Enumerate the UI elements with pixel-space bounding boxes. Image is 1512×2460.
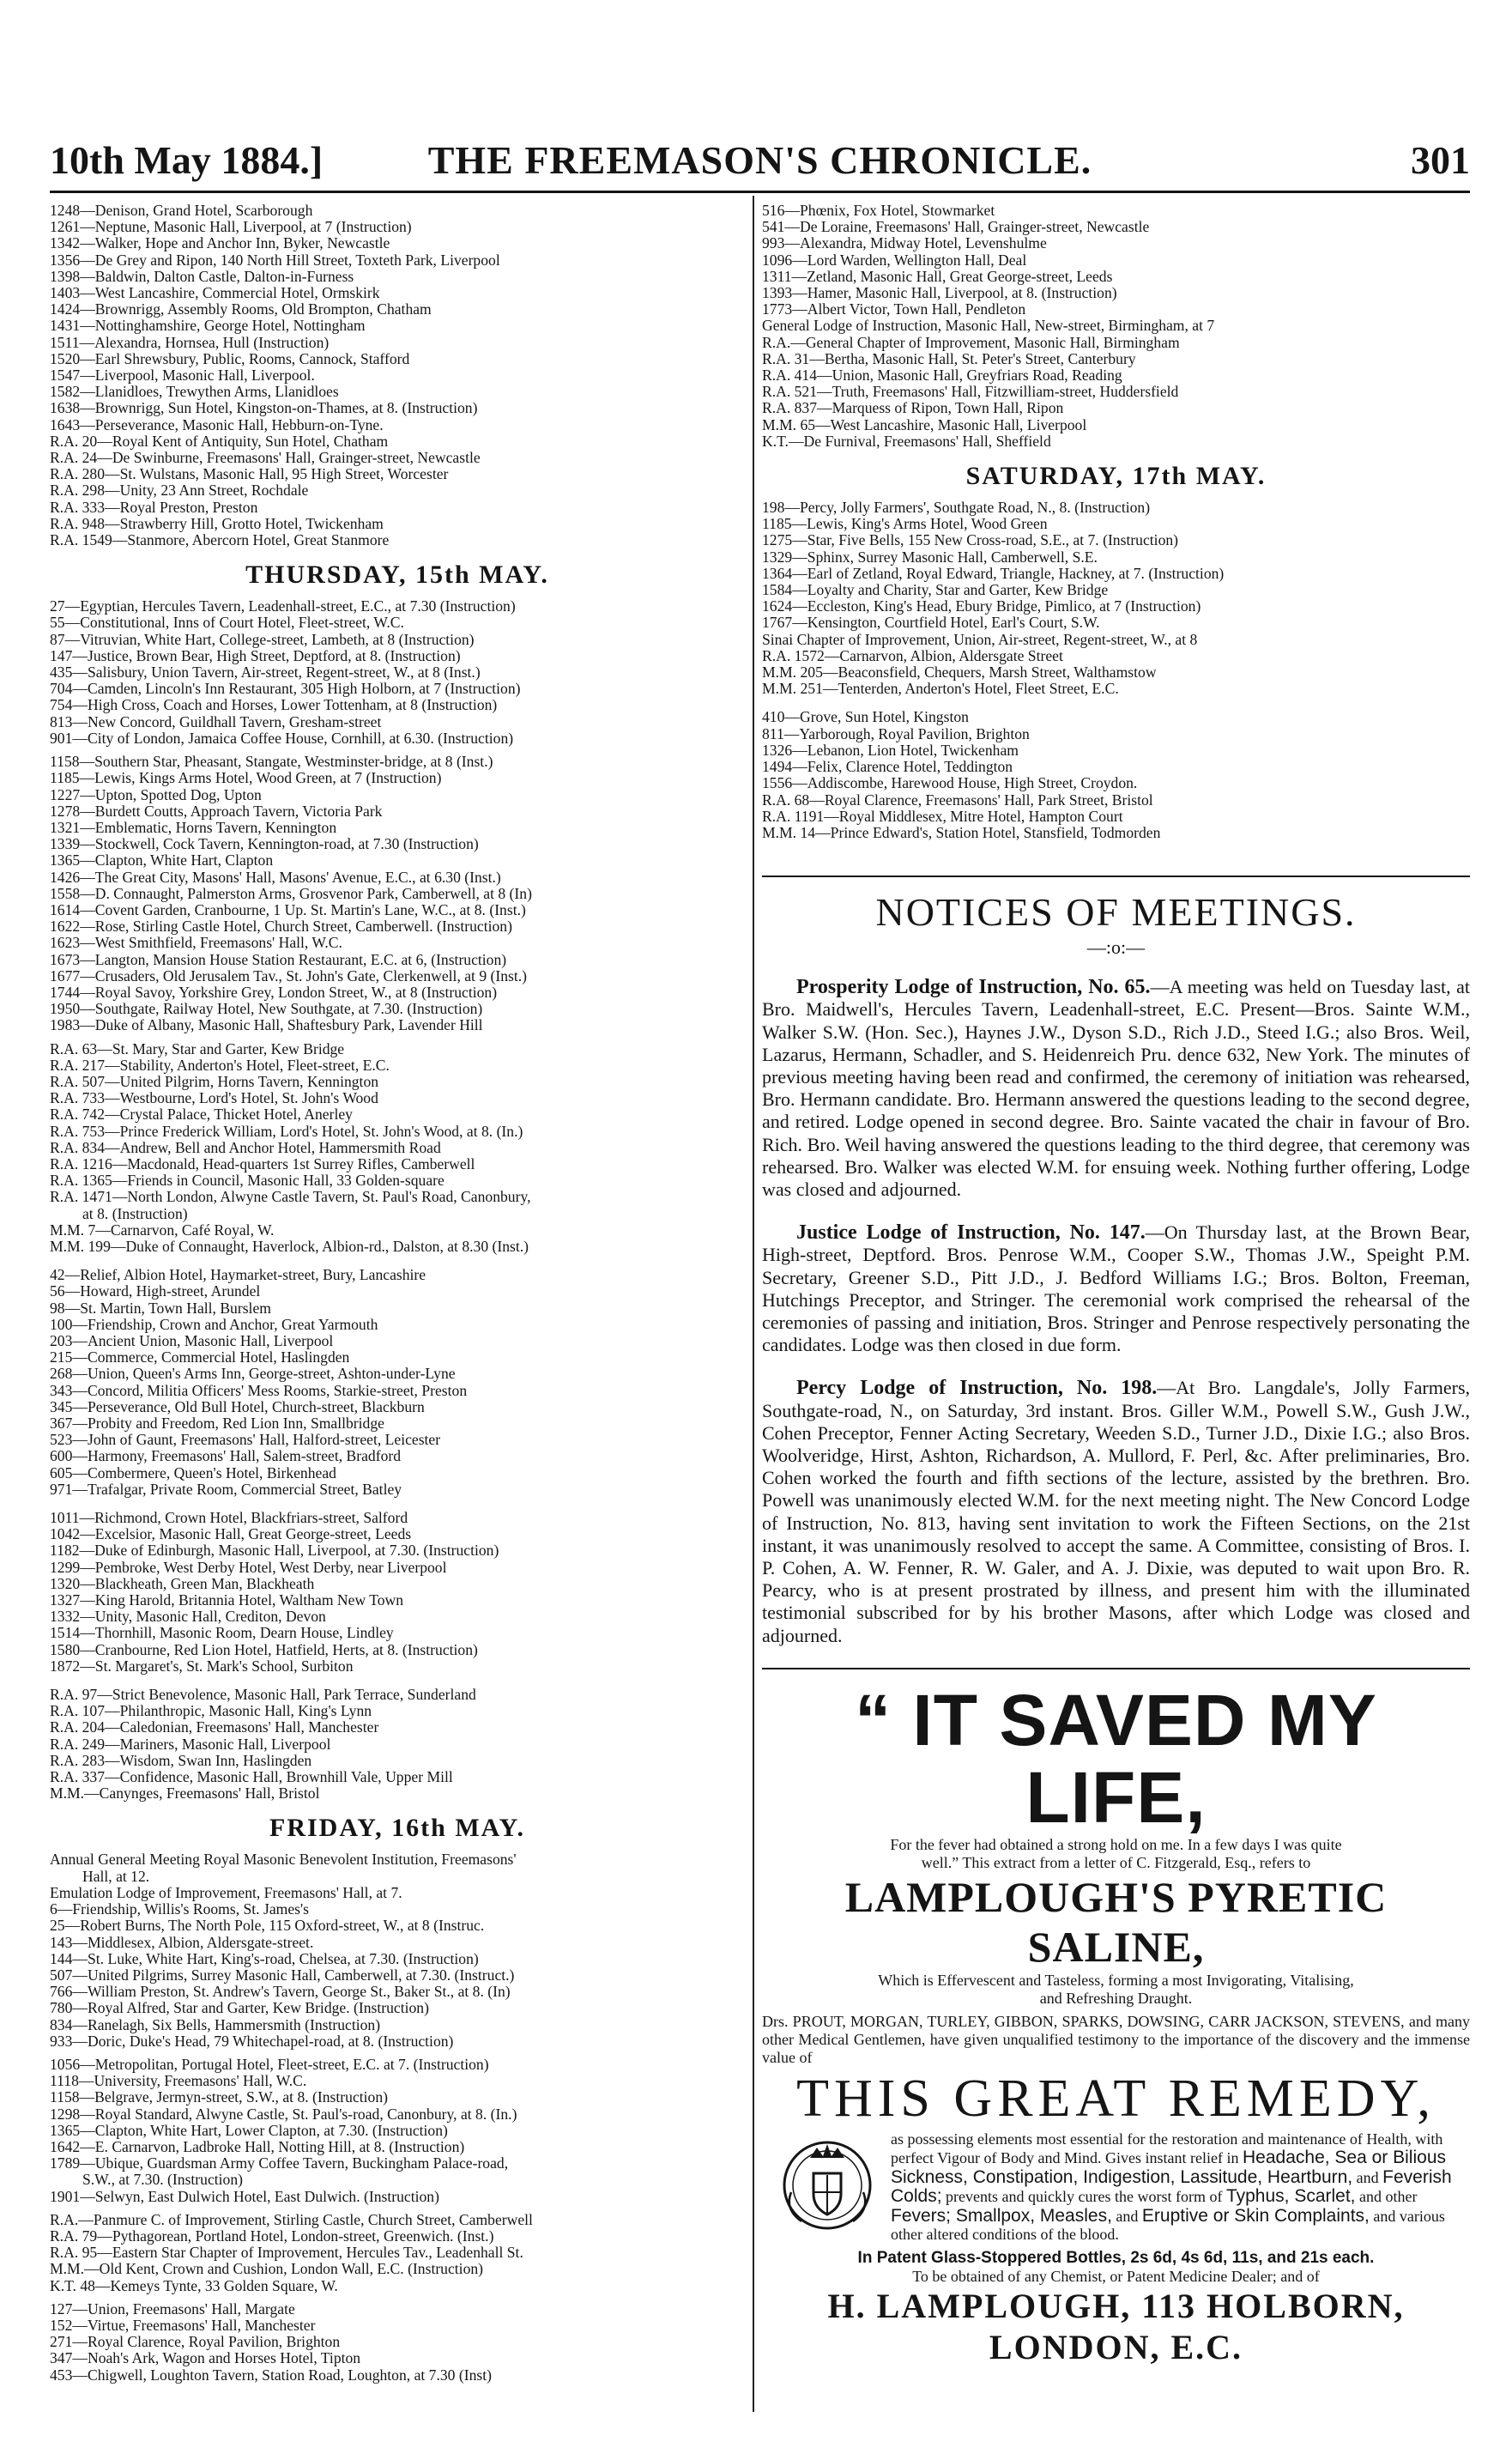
report-heading: Prosperity Lodge of Instruction, No. 65. [796,976,1151,999]
listing-entry: R.A. 24—De Swinburne, Freemasons' Hall, Grainger-street, Newcastle [50,450,481,467]
page-header [50,137,1470,185]
listing-entry: R.A.—General Chapter of Improvement, Masonic Hall, Birmingham [762,334,1180,351]
listing-entry: 541—De Loraine, Freemasons' Hall, Grainger-street, Newcastle [762,219,1150,236]
listing-entry: 1767—Kensington, Courtfield Hotel, Earl's Court, S.W. [762,615,1100,632]
listing-entry: 1320—Blackheath, Green Man, Blackheath [50,1575,315,1592]
listing-entry: 993—Alexandra, Midway Hotel, Levenshulme [762,235,1047,252]
listing-entry: K.T.—De Furnival, Freemasons' Hall, Sheffield [762,433,1051,450]
listing-entry: 1311—Zetland, Masonic Hall, Great George-street, Leeds [762,268,1113,285]
listing-entry: M.M. 251—Tenterden, Anderton's Hotel, Fleet Street, E.C. [762,681,1119,698]
listing-entry: 1042—Excelsior, Masonic Hall, Great George-street, Leeds [50,1526,412,1543]
listing-entry: 1118—University, Freemasons' Hall, W.C. [50,2073,307,2090]
listing-entry: R.A. 280—St. Wulstans, Masonic Hall, 95 High Street, Worcester [50,466,449,483]
listing-entry: K.T. 48—Kemeys Tynte, 33 Golden Square, W. [50,2277,338,2294]
listing-entry: 6—Friendship, Willis's Rooms, St. James's [50,1901,309,1918]
ad-body-emphasis: Headache, Sea or Bilious Sickness, Constipation, Indigestion, Lassitude, Heartburn, [891,2148,1446,2187]
listing-entry: Emulation Lodge of Improvement, Freemasons' Hall, at 7. [50,1884,402,1901]
listing-entry: 704—Camden, Lincoln's Inn Restaurant, 305 High Holborn, at 7 (Instruction) [50,681,521,698]
friday-list-3 [50,2212,745,2294]
thursday-list-3 [50,1041,745,1256]
column-divider [753,196,754,2412]
listing-entry: 1321—Emblematic, Horns Tavern, Kennington [50,819,337,836]
listing-entry: General Lodge of Instruction, Masonic Hall, New-street, Birmingham, at 7 [762,318,1215,335]
listing-entry: 766—William Preston, St. Andrew's Tavern, George St., Baker St., at 8. (In) [50,1984,511,2001]
listing-entry: R.A. 217—Stability, Anderton's Hotel, Fleet-street, E.C. [50,1057,390,1074]
listing-entry: 56—Howard, High-street, Arundel [50,1283,261,1300]
ad-body-emphasis: Fevers; Smallpox, Measles, [891,2205,1112,2226]
report-heading: Justice Lodge of Instruction, No. 147. [796,1221,1146,1245]
listing-entry: 127—Union, Freemasons' Hall, Margate [50,2300,295,2318]
thursday-list-5 [50,1510,745,1675]
listing-entry: 100—Friendship, Crown and Anchor, Great Yarmouth [50,1316,378,1333]
listing-entry: 780—Royal Alfred, Star and Garter, Kew Bridge. (Instruction) [50,2000,429,2017]
listing-entry: Annual General Meeting Royal Masonic Benevolent Institution, Freemasons' [50,1851,517,1869]
listing-entry: 435—Salisbury, Union Tavern, Air-street, Regent-street, W., at 8 (Inst.) [50,664,481,682]
ad-body-emphasis: Eruptive or Skin Complaints, [1141,2205,1370,2226]
wednesday-continued-list [50,203,745,548]
listing-entry: 147—Justice, Brown Bear, High Street, Deptford, at 8. (Instruction) [50,647,461,664]
listing-entry: R.A. 753—Prince Frederick William, Lord's Hotel, St. John's Wood, at 8. (In.) [50,1123,523,1140]
saturday-list-1 [762,500,1470,697]
listing-entry: 1623—West Smithfield, Freemasons' Hall, W.C. [50,935,342,952]
listing-entry: M.M. 7—Carnarvon, Café Royal, W. [50,1221,275,1239]
listing-entry: 1398—Baldwin, Dalton Castle, Dalton-in-Furness [50,268,354,285]
listing-entry: 507—United Pilgrims, Surrey Masonic Hall, Camberwell, at 7.30. (Instruct.) [50,1966,515,1984]
listing-entry: 1329—Sphinx, Surrey Masonic Hall, Camberwell, S.E. [762,548,1098,566]
listing-entry: 1056—Metropolitan, Portugal Hotel, Fleet-street, E.C. at 7. (Instruction) [50,2056,489,2073]
listing-entry: 1773—Albert Victor, Town Hall, Pendleton [762,301,1026,318]
listing-entry: Hall, at 12. [82,1868,150,1885]
listing-entry: 1789—Ubique, Guardsman Army Coffee Tavern, Buckingham Palace-road, [50,2155,509,2172]
listing-entry: 523—John of Gaunt, Freemasons' Hall, Halford-street, Leicester [50,1432,441,1449]
listing-entry: M.M.—Canynges, Freemasons' Hall, Bristol [50,1785,320,1803]
listing-entry: 410—Grove, Sun Hotel, Kingston [762,709,969,726]
listing-entry: 1673—Langton, Mansion House Station Restaurant, E.C. at 6, (Instruction) [50,951,507,968]
listing-entry: 1558—D. Connaught, Palmerston Arms, Grosvenor Park, Camberwell, at 8 (In) [50,885,532,902]
saturday-list-2 [762,709,1470,841]
listing-entry: 271—Royal Clarence, Royal Pavilion, Brighton [50,2334,341,2351]
listing-entry: R.A. 834—Andrew, Bell and Anchor Hotel, Hammersmith Road [50,1139,441,1156]
notices-separator: —:o:— [1086,936,1146,959]
saturday-heading: SATURDAY, 17th MAY. [965,462,1267,491]
listing-entry: 152—Virtue, Freemasons' Hall, Manchester [50,2317,316,2334]
ad-brand-name: LAMPLOUGH'S PYRETIC SALINE, [844,1872,1388,1971]
listing-entry: 453—Chigwell, Loughton Tavern, Station Road, Loughton, at 7.30 (Inst) [50,2366,492,2384]
listing-entry: 42—Relief, Albion Hotel, Haymarket-street, Bury, Lancashire [50,1267,426,1284]
listing-entry: 1514—Thornhill, Masonic Room, Dearn House, Lindley [50,1625,394,1642]
listing-entry: 1261—Neptune, Masonic Hall, Liverpool, at 7 (Instruction) [50,219,412,236]
report-heading: Percy Lodge of Instruction, No. 198. [796,1377,1158,1400]
listing-entry: 1299—Pembroke, West Derby Hotel, West Derby, near Liverpool [50,1559,447,1576]
listing-entry: 343—Concord, Militia Officers' Mess Rooms, Starkie-street, Preston [50,1382,468,1399]
listing-entry: R.A. 249—Mariners, Masonic Hall, Liverpool [50,1736,331,1753]
listing-entry: R.A. 95—Eastern Star Chapter of Improvement, Hercules Tav., Leadenhall St. [50,2245,523,2262]
listing-entry: 1580—Cranbourne, Red Lion Hotel, Hatfield, Herts, at 8. (Instruction) [50,1641,478,1658]
listing-entry: R.A. 283—Wisdom, Swan Inn, Haslingden [50,1752,312,1769]
ad-body-emphasis: Typhus, Scarlet, [1225,2186,1356,2207]
ad-intro-line-1: For the fever had obtained a strong hold on me. In a few days I was quite [890,1835,1342,1853]
left-column [50,203,745,2384]
listing-entry: 143—Middlesex, Albion, Aldersgate-street. [50,1934,314,1951]
listing-entry: 25—Robert Burns, The North Pole, 115 Oxford-street, W., at 8 (Instruc. [50,1918,485,1935]
listing-entry: R.A. 97—Strict Benevolence, Masonic Hall, Park Terrace, Sunderland [50,1687,476,1704]
listing-entry: 1424—Brownrigg, Assembly Rooms, Old Brompton, Chatham [50,301,432,318]
listing-entry: 813—New Concord, Guildhall Tavern, Gresham-street [50,713,382,730]
right-column [762,203,1470,2368]
ad-description-line-2: and Refreshing Draught. [1039,1989,1193,2007]
ad-bottle-prices: In Patent Glass-Stoppered Bottles, 2s 6d, 4s 6d, 11s, and 21s each. [857,2248,1375,2267]
listing-entry: 1547—Liverpool, Masonic Hall, Liverpool. [50,367,315,385]
lamplough-advertisement [762,1668,1470,2368]
listing-entry: R.A.—Panmure C. of Improvement, Stirling Castle, Church Street, Camberwell [50,2211,533,2228]
listing-entry: R.A. 68—Royal Clarence, Freemasons' Hall, Park Street, Bristol [762,791,1153,809]
listing-entry: 1365—Clapton, White Hart, Clapton [50,852,274,869]
listing-entry: 268—Union, Queen's Arms Inn, George-street, Ashton-under-Lyne [50,1366,456,1383]
listing-entry: 1298—Royal Standard, Alwyne Castle, St. Paul's-road, Canonbury, at 8. (In.) [50,2106,517,2123]
listing-entry: 1950—Southgate, Railway Hotel, New Southgate, at 7.30. (Instruction) [50,1001,483,1018]
header-date: 10th May 1884.] [50,138,324,182]
ad-body-part: and other [1355,2188,1418,2206]
listing-entry: R.A. 337—Confidence, Masonic Hall, Brownhill Vale, Upper Mill [50,1769,453,1786]
listing-entry: 1556—Addiscombe, Harewood House, High Street, Croydon. [762,775,1138,792]
listing-entry: 1356—De Grey and Ripon, 140 North Hill Street, Toxteth Park, Liverpool [50,251,500,269]
ad-body-emphasis: Feverish Colds; [891,2166,1452,2207]
listing-entry: 203—Ancient Union, Masonic Hall, Liverpool [50,1333,334,1349]
listing-entry: 1011—Richmond, Crown Hotel, Blackfriars-street, Salford [50,1510,408,1527]
friday-list-2 [50,2057,745,2205]
listing-entry: 367—Probity and Freedom, Red Lion Inn, Smallbridge [50,1415,384,1433]
thursday-list-4 [50,1267,745,1498]
header-page-number: 301 [1411,138,1470,182]
ad-address: H. LAMPLOUGH, 113 HOLBORN, LONDON, E.C. [827,2286,1405,2366]
listing-entry: 971—Trafalgar, Private Room, Commercial Street, Batley [50,1481,402,1498]
listing-entry: 1393—Hamer, Masonic Hall, Liverpool, at 8. (Instruction) [762,285,1117,302]
listing-entry: R.A. 298—Unity, 23 Ann Street, Rochdale [50,482,309,500]
listing-entry: 901—City of London, Jamaica Coffee House, Cornhill, at 6.30. (Instruction) [50,730,514,747]
listing-entry: S.W., at 7.30. (Instruction) [82,2172,243,2189]
listing-entry: 605—Combermere, Queen's Hotel, Birkenhead [50,1464,336,1481]
listing-entry: R.A. 948—Strawberry Hill, Grotto Hotel, Twickenham [50,515,384,532]
listing-entry: Sinai Chapter of Improvement, Union, Air-street, Regent-street, W., at 8 [762,631,1198,648]
listing-entry: R.A. 742—Crystal Palace, Thicket Hotel, Anerley [50,1106,353,1124]
listing-entry: 1403—West Lancashire, Commercial Hotel, Ormskirk [50,285,380,302]
listing-entry: 1872—St. Margaret's, St. Mark's School, Surbiton [50,1657,354,1675]
friday-heading: FRIDAY, 16th MAY. [269,1814,525,1843]
listing-entry: R.A. 107—Philanthropic, Masonic Hall, King's Lynn [50,1703,372,1720]
listing-entry: 1227—Upton, Spotted Dog, Upton [50,786,262,803]
listing-entry: 1431—Nottinghamshire, George Hotel, Nottingham [50,318,366,335]
royal-seal-icon [776,2132,879,2235]
listing-entry: 1342—Walker, Hope and Anchor Inn, Byker, Newcastle [50,235,390,252]
listing-entry: 55—Constitutional, Inns of Court Hotel, Fleet-street, W.C. [50,615,404,632]
listing-entry: R.A. 20—Royal Kent of Antiquity, Sun Hotel, Chatham [50,433,389,450]
notices-title: NOTICES OF MEETINGS. [875,890,1357,935]
listing-entry: 834—Ranelagh, Six Bells, Hammersmith (Instruction) [50,2016,381,2033]
listing-entry: 811—Yarborough, Royal Pavilion, Brighton [762,725,1030,742]
listing-entry: 1511—Alexandra, Hornsea, Hull (Instruction) [50,334,330,351]
listing-entry: 27—Egyptian, Hercules Tavern, Leadenhall-street, E.C., at 7.30 (Instruction) [50,598,516,615]
listing-entry: 144—St. Luke, White Hart, King's-road, Chelsea, at 7.30. (Instruction) [50,1950,479,1967]
listing-entry: M.M.—Old Kent, Crown and Cushion, London Wall, E.C. (Instruction) [50,2261,484,2278]
listing-entry: R.A. 1471—North London, Alwyne Castle Tavern, St. Paul's Road, Canonbury, [50,1189,531,1206]
listing-entry: 754—High Cross, Coach and Horses, Lower Tottenham, at 8 (Instruction) [50,697,498,714]
header-title: THE FREEMASON'S CHRONICLE. [427,138,1092,182]
ad-body-part: as possessing elements most essential for the restoration and maintenance of Health, with perfect Vigour of Body and Mind. Gives instant relief in [891,2130,1443,2167]
listing-entry: 1624—Eccleston, King's Head, Ebury Bridge, Pimlico, at 7 (Instruction) [762,598,1201,615]
listing-entry: 1983—Duke of Albany, Masonic Hall, Shaftesbury Park, Lavender Hill [50,1017,483,1034]
listing-entry: R.A. 63—St. Mary, Star and Garter, Kew Bridge [50,1040,345,1057]
listing-entry: 1744—Royal Savoy, Yorkshire Grey, London Street, W., at 8 (Instruction) [50,984,498,1001]
ad-body-part: and [1111,2207,1142,2225]
listing-entry: 1182—Duke of Edinburgh, Masonic Hall, Liverpool, at 7.30. (Instruction) [50,1542,499,1560]
ad-body-part: prevents and quickly cures the worst form of [941,2188,1226,2206]
listing-entry: R.A. 733—Westbourne, Lord's Hotel, St. John's Wood [50,1090,378,1107]
listing-entry: 1096—Lord Warden, Wellington Hall, Deal [762,251,1027,269]
listing-entry: 1326—Lebanon, Lion Hotel, Twickenham [762,742,1019,759]
listing-entry: 215—Commerce, Commercial Hotel, Haslingden [50,1349,350,1366]
ad-doctors-testimony: Drs. PROUT, MORGAN, TURLEY, GIBBON, SPARKS, DOWSING, CARR JACKSON, STEVENS, and many other Medical Gentlemen, have given unqualified testimony to the importance of the discovery and the immense value of [762,2012,1470,2066]
friday-continued-list [762,203,1470,450]
listing-entry: 345—Perseverance, Old Bull Hotel, Church-street, Blackburn [50,1398,425,1415]
listing-entry: R.A. 507—United Pilgrim, Horns Tavern, Kennington [50,1073,379,1090]
notices-top-rule [762,876,1470,877]
listing-entry: 1158—Southern Star, Pheasant, Stangate, Westminster-bridge, at 8 (Inst.) [50,754,493,771]
thursday-heading: THURSDAY, 15th MAY. [245,560,549,590]
report-body: —A meeting was held on Tuesday last, at Bro. Maidwell's, Hercules Tavern, Leadenhall-street, E.C. Present—Bros. Sainte W.M., Walker S.W. (Hon. Sec.), Haynes J.W., Dyson S.D., Rich J.D., Steed I.G.; also Bros. Weil, Lazarus, Hermann, Schadler, and S. Heidenreich Pru. dence 632, New York. The minutes of previous meeting having been read and confirmed, the ceremony of initiation was rehearsed, Bro. Hermann candidate. Bro. Hermann answered the questions leading to the second degree, and retired. Lodge opened in second degree. Bro. Sainte vacated the chair in favour of Bro. Rich. Bro. Weil having answered the questions leading to the third degree, that ceremony was rehearsed. Bro. Walker was elected W.M. for ensuing week. Nothing further offering, Lodge was closed and adjourned. [762,976,1470,1200]
listing-entry: 347—Noah's Ark, Wagon and Horses Hotel, Tipton [50,2350,361,2367]
listing-entry: M.M. 65—West Lancashire, Masonic Hall, Liverpool [762,416,1087,433]
listing-entry: 1643—Perseverance, Masonic Hall, Hebburn-on-Tyne. [50,416,384,433]
listing-entry: 1185—Lewis, King's Arms Hotel, Wood Green [762,516,1048,533]
listing-entry: 1901—Selwyn, East Dulwich Hotel, East Dulwich. (Instruction) [50,2188,439,2205]
ad-body-part: and [1352,2168,1383,2186]
listing-entry: 1332—Unity, Masonic Hall, Crediton, Devon [50,1609,326,1626]
listing-entry: R.A. 1365—Friends in Council, Masonic Hall, 33 Golden-square [50,1172,445,1190]
ad-description-line-1: Which is Effervescent and Tasteless, forming a most Invigorating, Vitalising, [878,1971,1354,1989]
listing-entry: 1642—E. Carnarvon, Ladbroke Hall, Notting Hill, at 8. (Instruction) [50,2138,465,2155]
listing-entry: 1638—Brownrigg, Sun Hotel, Kingston-on-Thames, at 8. (Instruction) [50,400,478,417]
report-justice-lodge [762,1221,1470,1356]
listing-entry: R.A. 79—Pythagorean, Portland Hotel, London-street, Greenwich. (Inst.) [50,2227,494,2245]
listing-entry: at 8. (Instruction) [82,1205,188,1222]
report-body: —At Bro. Langdale's, Jolly Farmers, Southgate-road, N., on Saturday, 3rd instant. Bros. Giller W.M., Powell S.W., Gush J.W., Cohen Preceptor, Fenner Acting Secretary, Weeden S.D., Turner J.D., Dixie I.G.; also Bros. Woolveridge, Hirst, Ashton, Richardson, A. Mullord, F. Perl, &c. After preliminaries, Bro. Cohen worked the fourth and fifth sections of the lecture, assisted by the brethren. Bro. Powell was unanimously elected W.M. for the next meeting night. The New Concord Lodge of Instruction, No. 813, having sent invitation to work the Fifteen Sections, on the 21st instant, it was unanimously resolved to accept the same. A Committee, consisting of Bros. I. P. Cohen, A. W. Fenner, R. W. Galer, and A. J. Dixie, was deputed to wait upon Bro. R. Pearcy, who is at present prostrated by illness, and present him with the illuminated testimonial subscribed for by his brother Masons, after which Lodge was closed and adjourned. [762,1377,1471,1646]
listing-entry: 933—Doric, Duke's Head, 79 Whitechapel-road, at 8. (Instruction) [50,2033,454,2050]
listing-entry: 1582—Llanidloes, Trewythen Arms, Llanidloes [50,384,339,401]
listing-entry: M.M. 205—Beaconsfield, Chequers, Marsh Street, Walthamstow [762,664,1157,682]
listing-entry: 600—Harmony, Freemasons' Hall, Salem-street, Bradford [50,1448,402,1465]
listing-entry: R.A. 31—Bertha, Masonic Hall, St. Peter's Street, Canterbury [762,350,1136,367]
listing-entry: R.A. 1572—Carnarvon, Albion, Aldersgate Street [762,647,1063,664]
report-percy-lodge [762,1377,1470,1646]
friday-list-4 [50,2301,745,2384]
ad-body-text [891,2130,1470,2245]
ad-body-part: and various other altered conditions of the blood. [891,2207,1445,2244]
listing-entry: R.A. 1216—Macdonald, Head-quarters 1st Surrey Rifles, Camberwell [50,1155,475,1172]
report-body: —On Thursday last, at the Brown Bear, High-street, Deptford. Bros. Penrose W.M., Cooper S.W., Thomas J.W., Speight P.M. Secretary, Greener S.D., Pitt J.D., J. Bedford Williams I.G.; Bros. Bolton, Freeman, Hutchings Preceptor, and Stringer. The ceremonial work comprised the rehearsal of the ceremonies of passing and initiation, Bros. Stringer and Penrose respectively personating the candidates. Lodge was then closed in due form. [762,1221,1470,1356]
listing-entry: R.A. 521—Truth, Freemasons' Hall, Fitzwilliam-street, Huddersfield [762,384,1179,401]
listing-entry: 98—St. Martin, Town Hall, Burslem [50,1300,271,1317]
listing-entry: M.M. 14—Prince Edward's, Station Hotel, Stansfield, Todmorden [762,824,1161,841]
ad-body [762,2130,1470,2244]
listing-entry: 1520—Earl Shrewsbury, Public, Rooms, Cannock, Stafford [50,350,410,367]
listing-entry: R.A. 837—Marquess of Ripon, Town Hall, Ripon [762,400,1064,417]
listing-entry: M.M. 199—Duke of Connaught, Haverlock, Albion-rd., Dalston, at 8.30 (Inst.) [50,1238,529,1255]
listing-entry: R.A. 1191—Royal Middlesex, Mitre Hotel, Hampton Court [762,808,1123,825]
report-prosperity-lodge [762,976,1470,1201]
listing-entry: 1185—Lewis, Kings Arms Hotel, Wood Green, at 7 (Instruction) [50,770,442,787]
listing-entry: R.A. 1549—Stanmore, Abercorn Hotel, Great Stanmore [50,532,390,549]
header-rule [50,191,1470,193]
listing-entry: 1364—Earl of Zetland, Royal Edward, Triangle, Hackney, at 7. (Instruction) [762,565,1225,582]
listing-entry: 198—Percy, Jolly Farmers', Southgate Road, N., 8. (Instruction) [762,500,1151,517]
listing-entry: R.A. 333—Royal Preston, Preston [50,499,258,516]
listing-entry: 1339—Stockwell, Cock Tavern, Kennington-road, at 7.30 (Instruction) [50,836,479,853]
listing-entry: 87—Vitruvian, White Hart, College-street, Lambeth, at 8 (Instruction) [50,631,475,648]
thursday-list-2 [50,754,745,1033]
ad-obtain-line: To be obtained of any Chemist, or Patent Medicine Dealer; and of [912,2267,1320,2285]
listing-entry: 516—Phœnix, Fox Hotel, Stowmarket [762,203,995,219]
listing-entry: 1158—Belgrave, Jermyn-street, S.W., at 8. (Instruction) [50,2089,388,2106]
ad-headline: “ IT SAVED MY LIFE, [855,1679,1377,1838]
listing-entry: 1426—The Great City, Masons' Hall, Masons' Avenue, E.C., at 6.30 (Inst.) [50,869,501,886]
ad-great-remedy: THIS GREAT REMEDY, [796,2069,1436,2128]
listing-entry: 1622—Rose, Stirling Castle Hotel, Church Street, Camberwell. (Instruction) [50,918,512,936]
friday-list-1 [50,1851,745,2049]
listing-entry: 1365—Clapton, White Hart, Lower Clapton, at 7.30. (Instruction) [50,2122,448,2139]
listing-entry: 1614—Covent Garden, Cranbourne, 1 Up. St. Martin's Lane, W.C., at 8. (Inst.) [50,901,526,918]
listing-entry: R.A. 414—Union, Masonic Hall, Greyfriars Road, Reading [762,367,1122,385]
listing-entry: 1584—Loyalty and Charity, Star and Garter, Kew Bridge [762,582,1109,599]
thursday-list-6 [50,1687,745,1802]
listing-entry: R.A. 204—Caledonian, Freemasons' Hall, Manchester [50,1719,379,1736]
listing-entry: 1248—Denison, Grand Hotel, Scarborough [50,203,313,219]
listing-entry: 1494—Felix, Clarence Hotel, Teddington [762,759,1013,776]
listing-entry: 1278—Burdett Coutts, Approach Tavern, Victoria Park [50,803,383,820]
listing-entry: 1275—Star, Five Bells, 155 New Cross-road, S.E., at 7. (Instruction) [762,532,1179,549]
thursday-list-1 [50,598,745,747]
listing-entry: 1677—Crusaders, Old Jerusalem Tav., St. John's Gate, Clerkenwell, at 9 (Inst.) [50,967,528,985]
ad-intro-line-2: well.” This extract from a letter of C. Fitzgerald, Esq., refers to [921,1853,1311,1871]
listing-entry: 1327—King Harold, Britannia Hotel, Waltham New Town [50,1592,404,1609]
